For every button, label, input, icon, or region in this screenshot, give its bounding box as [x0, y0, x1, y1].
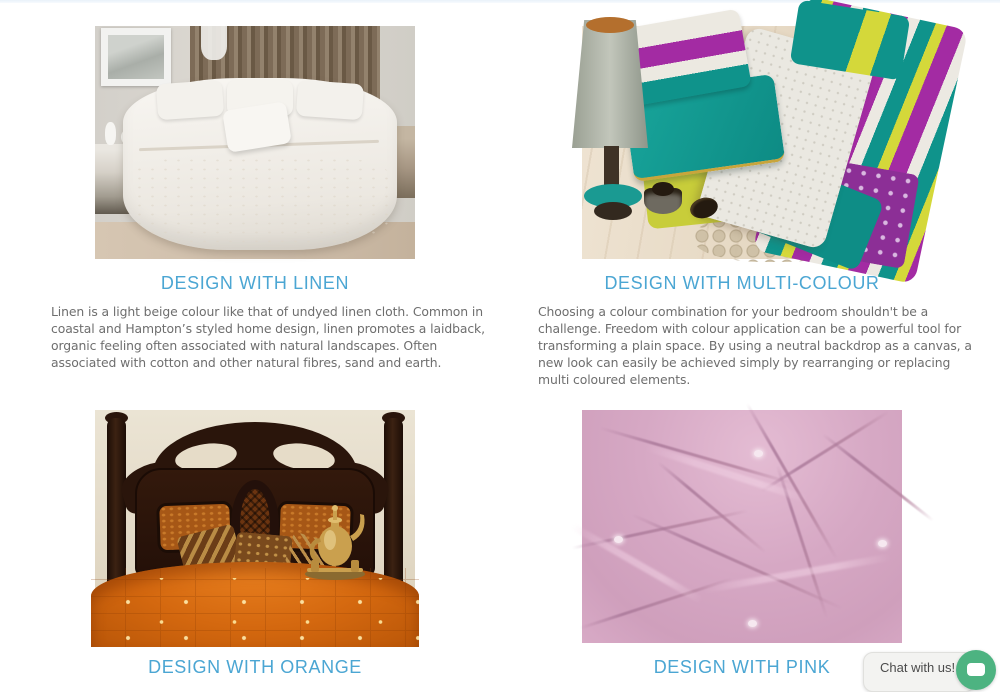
- design-card-linen: [51, 26, 485, 388]
- duvet-pattern: [133, 156, 389, 248]
- pinch-knot: [614, 536, 623, 543]
- pinecone: [652, 182, 674, 196]
- multi-colour-bedding-image: [582, 26, 902, 259]
- card-title-pink: DESIGN WITH PINK: [653, 657, 831, 677]
- card-title-orange: DESIGN WITH ORANGE: [148, 657, 362, 677]
- framed-art: [101, 28, 171, 86]
- chat-widget-button[interactable]: [863, 652, 975, 692]
- pillow: [296, 80, 364, 121]
- design-card-orange: [51, 410, 459, 687]
- design-card-multi-colour: [538, 26, 972, 388]
- pinch-knot: [878, 540, 887, 547]
- orange-bedspread-image: [95, 410, 415, 643]
- pleat-line: [657, 461, 766, 553]
- pinch-knot: [754, 450, 763, 457]
- chat-bubble-icon: [956, 650, 996, 690]
- chat-label: Chat with us!: [880, 660, 956, 675]
- design-cards-grid: [51, 26, 972, 687]
- vase: [105, 122, 116, 145]
- linen-bedroom-image: [95, 26, 415, 259]
- photo-decor: [201, 26, 227, 60]
- brass-teapot-icon: [297, 498, 369, 582]
- sequins: [91, 578, 419, 648]
- pinch-knot: [748, 620, 757, 627]
- card-body-multi-colour: Choosing a colour combination for your bedroom shouldn't be a challenge. Freedom with colour application can be a powerful tool for transforming a plain space. By using a neutral backdrop as a canvas, a new look can easily be achieved simply by rearranging or replacing multi coloured elements.: [538, 304, 972, 387]
- lamp-glow: [586, 17, 634, 33]
- page-top-accent: [0, 0, 1000, 3]
- card-title-multi-colour: DESIGN WITH MULTI-COLOUR: [604, 273, 880, 293]
- pleat-line: [822, 433, 934, 522]
- card-body-linen: Linen is a light beige colour like that of undyed linen cloth. Common in coastal and Hampton’s styled home design, linen promotes a laidback, organic feeling often associated with natural landscapes. Often associated with cotton and other natural fibres, sand and earth.: [51, 304, 485, 370]
- card-title-linen: DESIGN WITH LINEN: [160, 273, 350, 293]
- design-card-pink: [538, 410, 946, 687]
- lamp-shade: [572, 20, 648, 148]
- pillow: [156, 80, 224, 121]
- lamp-foot: [594, 202, 632, 220]
- pink-fabric-image: [582, 410, 902, 643]
